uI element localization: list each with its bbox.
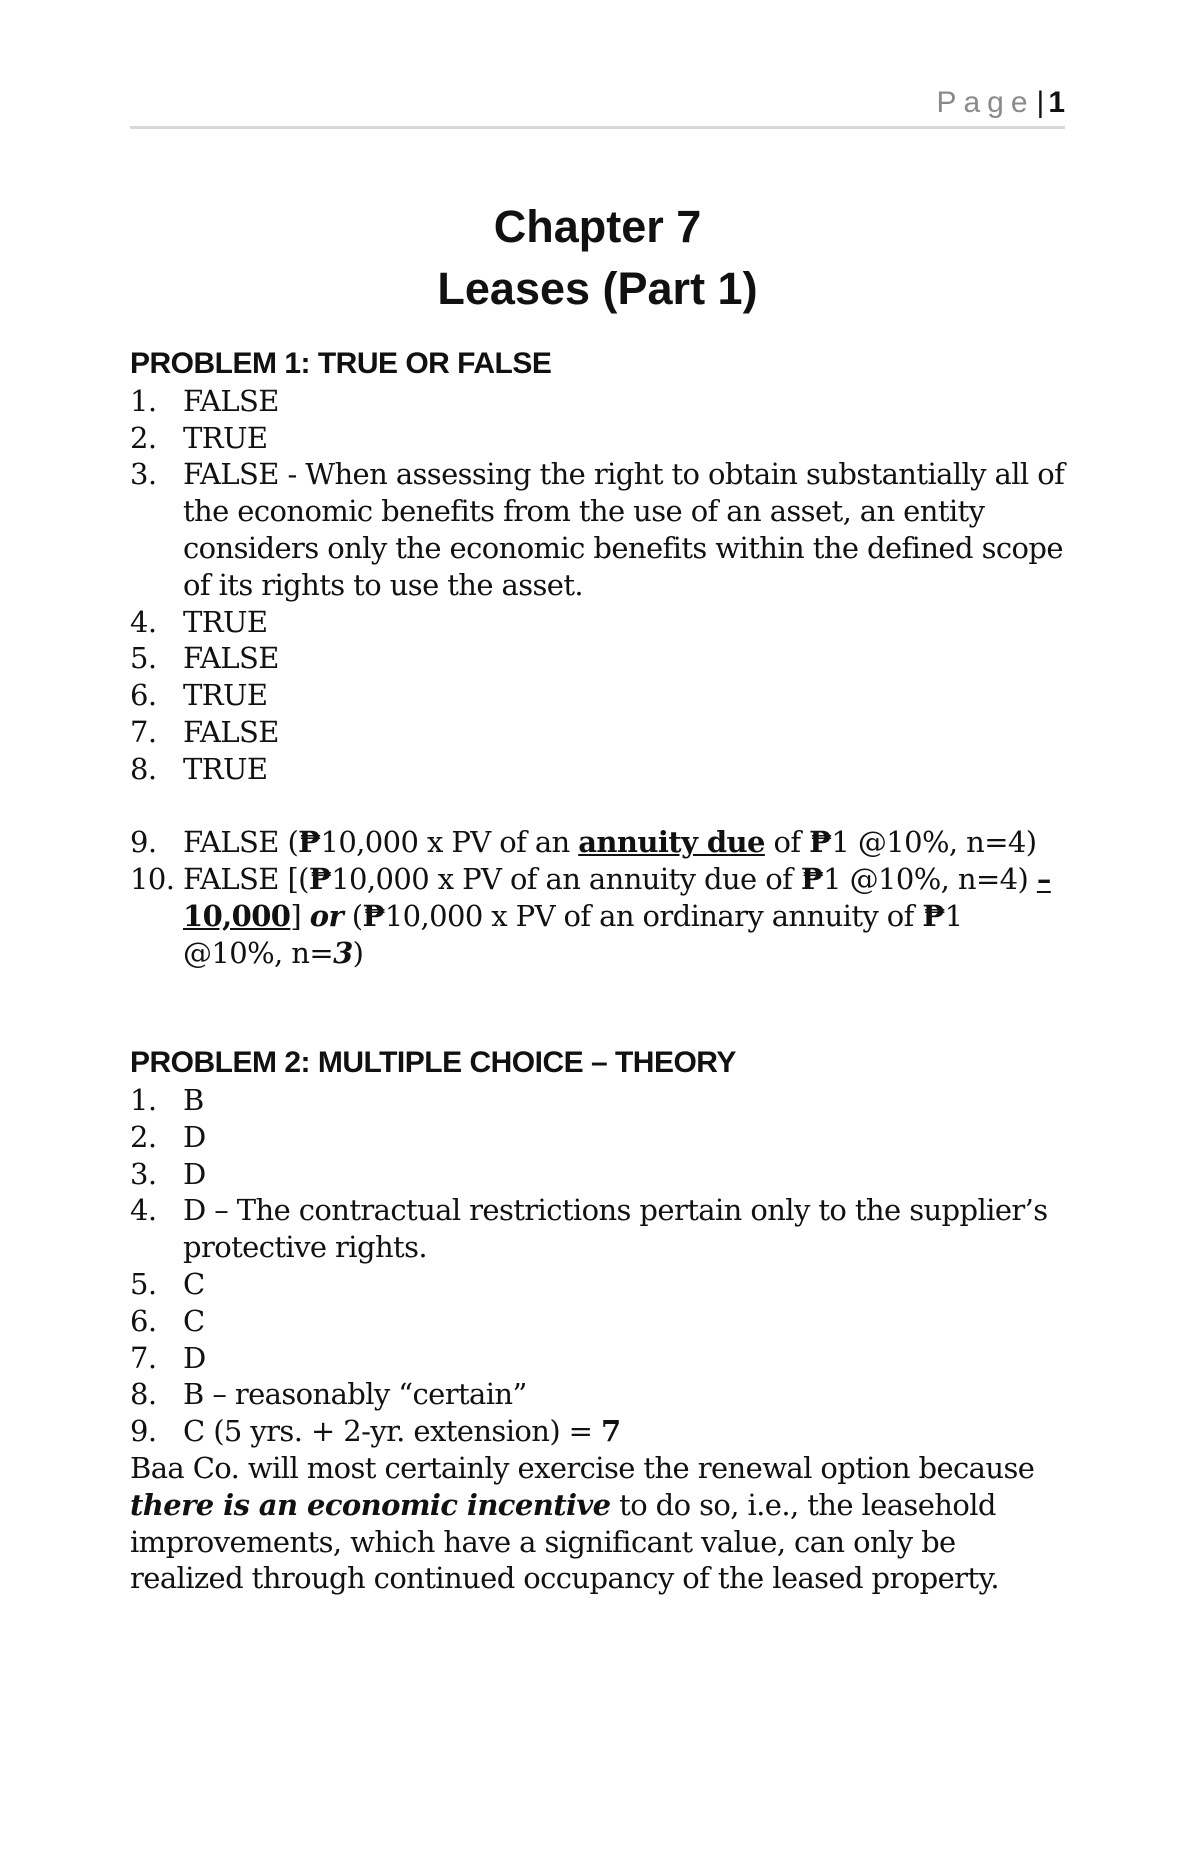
list-item: 6. TRUE bbox=[130, 678, 268, 713]
problem-2-heading: PROBLEM 2: MULTIPLE CHOICE – THEORY bbox=[130, 1046, 736, 1080]
emphasis-n3: 3 bbox=[333, 935, 353, 970]
list-item: 3. FALSE - When assessing the right to obtain substantially all of the economic benefits from the use of an asset, an entity considers only the economic benefits within the defined scope of its rights to use the asset. bbox=[130, 457, 1065, 602]
page-label: Page bbox=[936, 86, 1035, 119]
problem-1-heading: PROBLEM 1: TRUE OR FALSE bbox=[130, 347, 552, 380]
problem-2-answers bbox=[130, 1082, 1070, 1450]
peso-sign: ₱ bbox=[800, 862, 824, 897]
list-item: 4. TRUE bbox=[130, 604, 268, 639]
peso-sign: ₱ bbox=[809, 825, 832, 860]
chapter-title: Chapter 7 bbox=[493, 201, 702, 252]
list-item-9: 9. C (5 yrs. + 2-yr. extension) = 7 bbox=[130, 1414, 621, 1449]
peso-sign: ₱ bbox=[308, 862, 332, 897]
list-item: 5. FALSE bbox=[130, 641, 279, 676]
explanation-paragraph: Baa Co. will most certainly exercise the renewal option because there is an economic incentive to do so, i.e., the leasehold improvements, which have a significant value, can only be realized through continued occupancy of the leased property. bbox=[130, 1450, 1035, 1596]
chapter-subtitle: Leases (Part 1) bbox=[437, 263, 758, 314]
list-item: 8. B – reasonably “certain” bbox=[130, 1377, 527, 1412]
list-item: 1. FALSE bbox=[130, 383, 279, 418]
list-item: 7. D bbox=[130, 1340, 206, 1375]
peso-sign: ₱ bbox=[298, 825, 321, 860]
list-item: 2. D bbox=[130, 1119, 206, 1154]
spacer bbox=[130, 788, 1070, 825]
emphasis-or: or bbox=[309, 898, 344, 933]
list-item: 6. C bbox=[130, 1303, 205, 1338]
list-item-9: 9. FALSE (₱10,000 x PV of an annuity due of ₱1 @10%, n=4) bbox=[130, 825, 1037, 860]
list-item: 3. D bbox=[130, 1156, 206, 1191]
list-item: 5. C bbox=[130, 1266, 205, 1301]
list-item: 7. FALSE bbox=[130, 714, 279, 749]
spacer bbox=[130, 972, 1070, 1046]
emphasis-economic-incentive: there is an economic incentive bbox=[130, 1487, 611, 1522]
list-item-10: 10. FALSE [(₱10,000 x PV of an annuity due of ₱1 @10%, n=4) – 10,000] or (₱10,000 x PV of an ordinary annuity of ₱1 @10%, n=3) bbox=[130, 862, 1051, 970]
list-item: 4. D – The contractual restrictions pertain only to the supplier’s protective rights. bbox=[130, 1193, 1048, 1265]
list-item: 8. TRUE bbox=[130, 751, 268, 786]
problem-1-computations bbox=[130, 824, 1070, 971]
result-value: 7 bbox=[600, 1414, 621, 1449]
emphasis-annuity-due: annuity due bbox=[578, 825, 765, 860]
list-item: 1. B bbox=[130, 1082, 204, 1117]
page-separator: | bbox=[1036, 86, 1045, 119]
peso-sign: ₱ bbox=[922, 898, 945, 933]
problem-1-answers bbox=[130, 383, 1070, 788]
list-item: 2. TRUE bbox=[130, 420, 268, 455]
peso-sign: ₱ bbox=[362, 898, 385, 933]
emphasis-minus-10000: – 10,000 bbox=[183, 862, 1051, 933]
page-header bbox=[130, 86, 1065, 129]
page-number: 1 bbox=[1048, 86, 1065, 119]
document-body bbox=[130, 346, 1070, 1597]
